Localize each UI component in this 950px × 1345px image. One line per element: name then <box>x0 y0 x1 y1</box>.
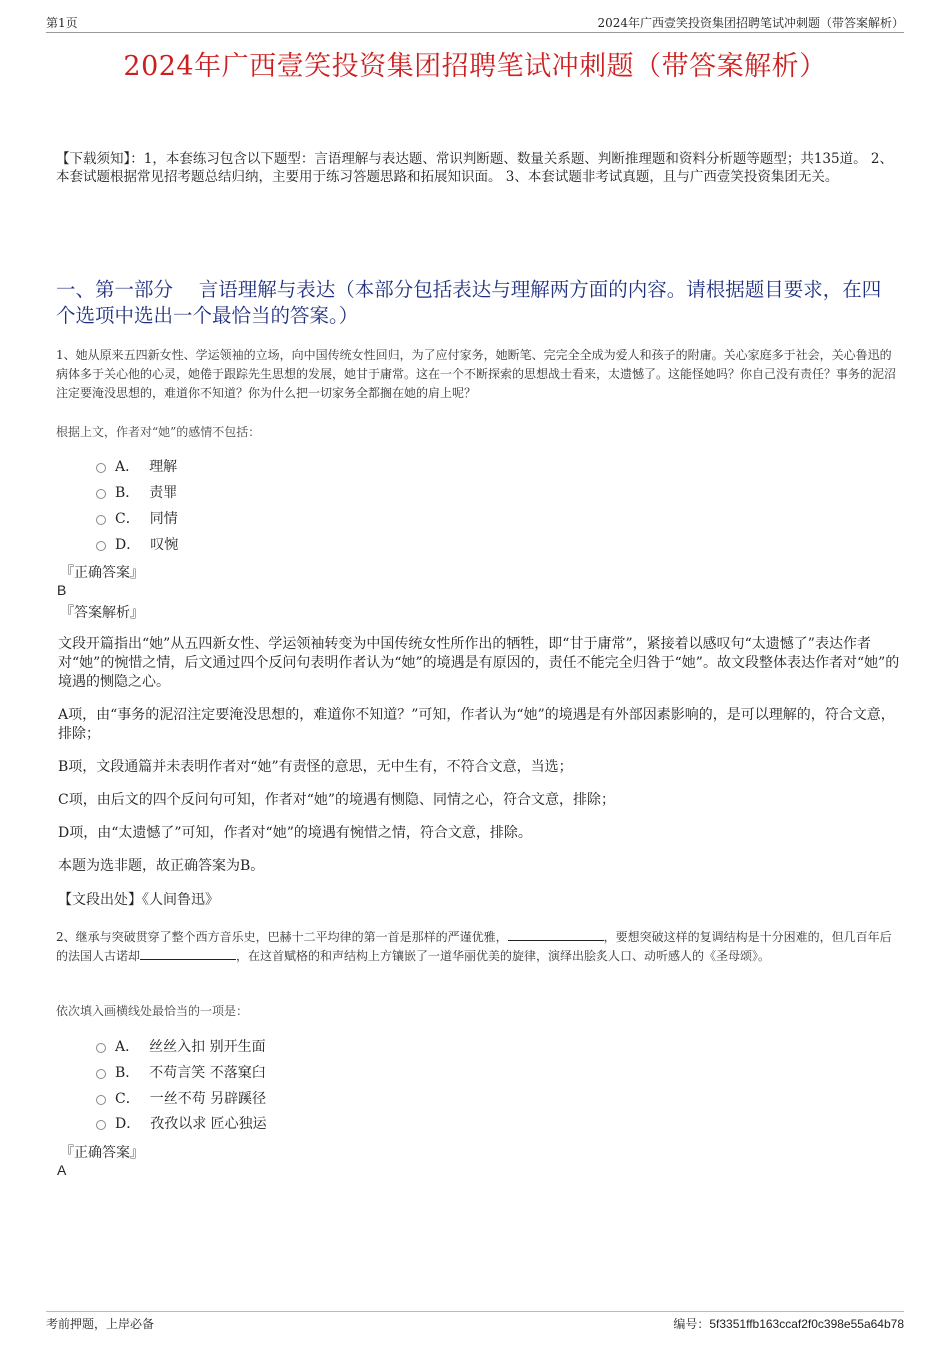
q2-option-a[interactable]: A． 丝丝入扣 别开生面 <box>96 1036 266 1056</box>
fill-blank-1[interactable] <box>508 928 604 941</box>
header-doc-title: 2024年广西壹笑投资集团招聘笔试冲刺题（带答案解析） <box>597 16 904 30</box>
q1-option-c[interactable]: C． 同情 <box>96 508 178 528</box>
document-title: 2024年广西壹笑投资集团招聘笔试冲刺题（带答案解析） <box>123 51 827 82</box>
source-citation: 【文段出处】《人间鲁迅》 <box>58 892 219 908</box>
radio-icon[interactable] <box>96 1120 106 1130</box>
radio-icon[interactable] <box>96 463 106 473</box>
q2-answer-tag: 『正确答案』 <box>60 1145 144 1161</box>
analysis-paragraph: B项，文段通篇并未表明作者对“她”有责怪的意思，无中生有，不符合文意，当选； <box>58 759 573 775</box>
question-2-prompt: 依次填入画横线处最恰当的一项是： <box>56 1004 249 1018</box>
q2-option-b[interactable]: B． 不苟言笑 不落窠臼 <box>96 1062 266 1082</box>
q1-analysis-tag: 『答案解析』 <box>60 605 144 621</box>
analysis-paragraph: D项，由“太遗憾了”可知，作者对“她”的境遇有惋惜之情，符合文意，排除。 <box>58 825 532 841</box>
download-notice: 【下载须知】：1，本套练习包含以下题型：言语理解与表达题、常识判断题、数量关系题、判断推理题和资料分析题等题型；共135道。 2、本套试题根据常见招考题总结归纳，主要用于练习答题思路和拓展知识面。 3、本套试题非考试真题，且与广西壹笑投资集团无关。 <box>56 151 893 185</box>
question-1-text: 1、她从原来五四新女性、学运领袖的立场，向中国传统女性回归，为了应付家务，她断笔、完完全全成为爱人和孩子的附庸。关心家庭多于社会，关心鲁迅的病体多于关心他的心灵，她倦于跟踪先生思想的发展，她甘于庸常。这在一个不断探索的思想战士看来，太遗憾了。这能怪她吗？你自己没有责任？事务的泥沼注定要淹没思想的，难道你不知道？你为什么把一切家务全都搁在她的肩上呢？ <box>56 348 897 400</box>
q1-option-b[interactable]: B． 责罪 <box>96 482 177 502</box>
radio-icon[interactable] <box>96 1043 106 1053</box>
q2-option-d[interactable]: D． 孜孜以求 匠心独运 <box>96 1113 267 1133</box>
analysis-paragraph: C项，由后文的四个反问句可知，作者对“她”的境遇有恻隐、同情之心，符合文意，排除； <box>58 792 616 808</box>
q1-answer: B <box>57 582 67 598</box>
section-heading: 一、第一部分 言语理解与表达（本部分包括表达与理解两方面的内容。请根据题目要求，在四个选项中选出一个最恰当的答案。） <box>56 278 882 327</box>
question-2-text: 2、继承与突破贯穿了整个西方音乐史，巴赫十二平均律的第一首是那样的严谨优雅， ，要想突破这样的复调结构是十分困难的，但几百年后的法国人古诺却 ，在这首赋格的和声结构上方镶嵌了一道华丽优美的旋律，演绎出脍炙人口、动听感人的《圣母颂》。 <box>56 930 892 963</box>
q2-option-c[interactable]: C． 一丝不苟 另辟蹊径 <box>96 1088 266 1108</box>
footer-code: 编号：5f3351ffb163ccaf2f0c398e55a64b78 <box>673 1317 904 1331</box>
q1-option-a[interactable]: A． 理解 <box>96 456 177 476</box>
analysis-paragraph: 本题为选非题，故正确答案为B。 <box>58 858 265 874</box>
page-number: 第1页 <box>46 16 78 30</box>
analysis-paragraph: 文段开篇指出“她”从五四新女性、学运领袖转变为中国传统女性所作出的牺牲，即“甘于庸常”，紧接着以感叹句“太遗憾了”表达作者对“她”的惋惜之情，后文通过四个反问句表明作者认为“她”的境遇是有原因的，责任不能完全归咎于“她”。故文段整体表达作者对“她”的境遇的恻隐之心。 <box>58 636 900 690</box>
question-1-prompt: 根据上文，作者对“她”的感情不包括： <box>56 425 261 439</box>
radio-icon[interactable] <box>96 1095 106 1105</box>
radio-icon[interactable] <box>96 515 106 525</box>
fill-blank-2[interactable] <box>140 947 236 960</box>
q2-answer: A <box>57 1162 67 1178</box>
radio-icon[interactable] <box>96 1069 106 1079</box>
radio-icon[interactable] <box>96 489 106 499</box>
analysis-paragraph: A项，由“事务的泥沼注定要淹没思想的，难道你不知道？”可知，作者认为“她”的境遇是有外部因素影响的，是可以理解的，符合文意，排除； <box>58 707 895 742</box>
radio-icon[interactable] <box>96 541 106 551</box>
q1-option-d[interactable]: D． 叹惋 <box>96 534 178 554</box>
footer-slogan: 考前押题，上岸必备 <box>46 1317 155 1331</box>
page-header <box>46 14 904 33</box>
page-footer <box>46 1311 904 1332</box>
q1-answer-tag: 『正确答案』 <box>60 565 144 581</box>
